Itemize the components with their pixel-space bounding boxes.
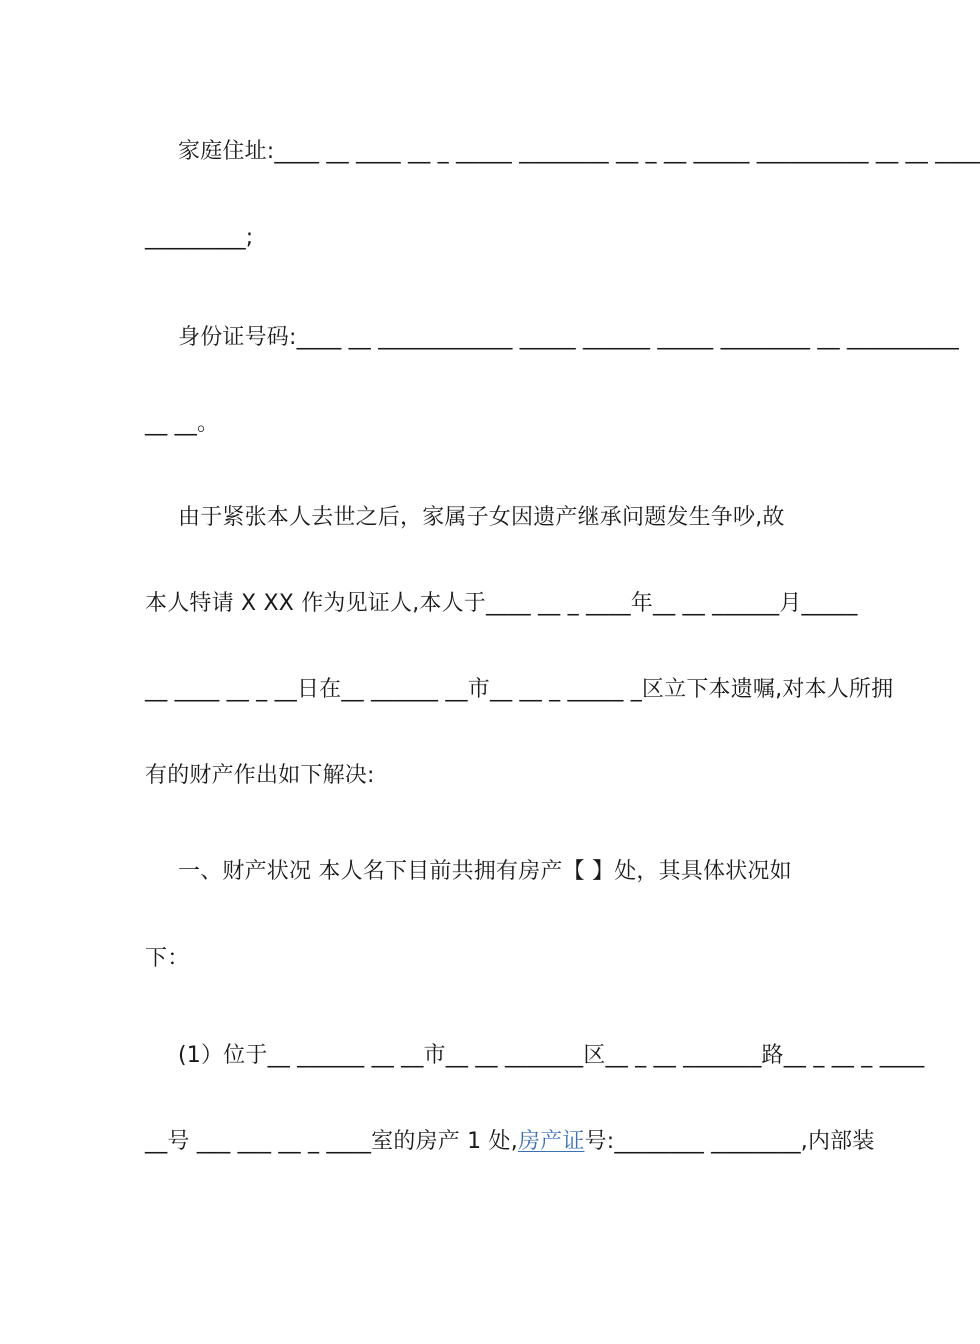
property-item-1-line-2	[145, 1120, 875, 1164]
reason-paragraph-line-2: 本人特请 X XX 作为见证人,本人于____ __ _ ____年__ __ ______月_____	[145, 591, 858, 616]
property-item-1-text: __号 ___ ___ __ _ ____室的房产 1 处,	[145, 1129, 518, 1154]
property-status-line-2: 下：	[145, 946, 190, 971]
property-status-line-1: 一、财产状况 本人名下目前共拥有房产【 】处，其具体状况如	[178, 859, 792, 884]
property-certificate-link[interactable]: 房产证	[517, 1129, 585, 1154]
address-line: 家庭住址:____ __ ____ __ _ _____ ________ __ _ __ _____ __________ __ __ ____	[178, 139, 980, 164]
reason-paragraph-line-3: __ ____ __ _ __日在__ ______ __市__ __ _ _____ _区立下本遗嘱,对本人所拥	[145, 677, 894, 702]
address-line-continued: _________;	[145, 225, 254, 250]
property-item-1-after-link: 号:________ ________,内部装	[584, 1129, 875, 1154]
id-number-line-continued: __ __。	[145, 411, 220, 436]
id-number-line: 身份证号码:____ __ ____________ _____ ______ _____ ________ __ __________	[178, 325, 959, 350]
reason-paragraph-line-1: 由于紧张本人去世之后，家属子女因遗产继承问题发生争吵,故	[178, 505, 785, 530]
property-item-1-line-1: (1）位于__ ______ __ __市__ __ _______区__ _ __ _______路__ _ __ _ ____	[178, 1043, 925, 1068]
reason-paragraph-line-4: 有的财产作出如下解决:	[145, 763, 375, 788]
